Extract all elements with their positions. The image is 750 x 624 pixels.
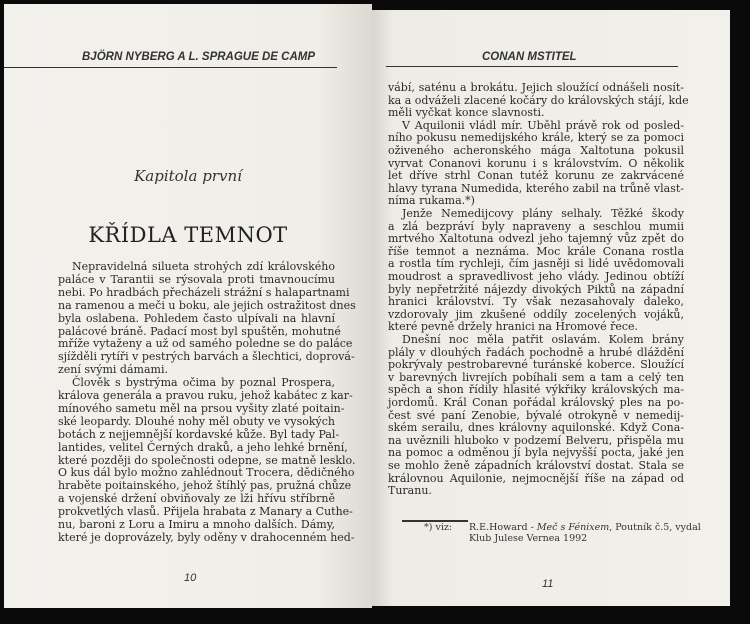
page-number: 10 (184, 572, 197, 584)
text-line: hraběte poitainského, jehož štíhlý pas, pružná chůze (58, 479, 352, 493)
left-page (4, 4, 372, 608)
text-line: Dnešní noc měla patřit oslavám. Kolem brány (402, 333, 684, 346)
text-line: mínového sametu měl na prsou vyšity zlaté poitain- (58, 401, 345, 415)
text-line: na uvěznili hluboko v podzemí Belveru, přispěla mu (388, 433, 684, 447)
text-line: jordomů. Král Conan pořádal královský ples na po- (388, 396, 684, 409)
text-line: které pevně držely hranici na Hromové řece. (388, 320, 639, 334)
footnote-author: R.E.Howard - (469, 522, 537, 533)
text-line: měli vyčkat konce slavnosti. (388, 106, 545, 120)
text-line: čest své paní Zenobie, bývalé otrokyně v nemedij- (388, 408, 684, 422)
text-line: nu, baroni z Loru a Imiru a mnoho dalších. Dámy, (58, 518, 335, 531)
text-line: prokvetlých vlasů. Přijela hrabata z Manary a Cuthe- (58, 505, 353, 519)
text-line: ské leopardy. Dlouhé nohy měl obuty ve vysokých (58, 414, 335, 428)
text-line: níma rukama.*) (388, 194, 475, 208)
text-line: které později do společnosti odepne, se matně lesklo. (58, 453, 356, 467)
text-line: a zlá bezpráví byly napraveny a seschlou mumii (388, 219, 684, 233)
text-line: Člověk s bystrýma očima by poznal Prospera, (72, 376, 335, 390)
text-line: ního pokusu nemedijského krále, který se za pomoci (388, 131, 684, 145)
text-line: které je doprovázely, byly oděny v drahocenném hed- (58, 530, 355, 544)
text-line: hranici království. Ty však nezasahovaly daleko, (388, 295, 684, 309)
chapter-label: Kapitola první (134, 167, 242, 185)
text-line: se mohlo ženě západních království dostat. Stala se (388, 459, 684, 472)
text-line: hlavy tyrana Numedida, kterého zabil na trůně vlast- (388, 181, 684, 195)
text-line: a rostla tím rychleji, čím jasněji si lidé uvědomovali (388, 257, 684, 271)
text-line: pokrývaly pestrobarevné turánské koberce. Sloužící (388, 358, 684, 372)
text-line: botách z nejjemnější kordavské kůže. Byl tady Pal- (58, 427, 340, 441)
text-line: v barevných livrejích pobíhali sem a tam a celý ten (388, 370, 684, 384)
footnote-publisher: , Poutník č.5, vydal (609, 522, 701, 533)
text-line: nebi. Po hradbách přecházeli strážní s halapartnami (58, 285, 350, 299)
text-line: králova generála a pravou ruku, jehož kabátec z kar- (58, 389, 353, 402)
text-line: mříže vytaženy a už od samého poledne se do paláce (58, 337, 353, 351)
text-line: V Aquilonii vládl mír. Uběhl právě rok od posled- (402, 118, 684, 132)
footnote-text (469, 522, 701, 544)
footnote-book-title: Meč s Fénixem (536, 522, 610, 533)
text-line: vzdorovaly jim zkušené oddíly zocelených vojáků, (388, 307, 684, 321)
text-line: oživeného acheronského mága Xaltotuna pokusil (388, 144, 684, 157)
text-line: sjížděli rytíři v pestrých barvách a šlechtici, doprová- (58, 350, 355, 364)
text-line: Nepravidelná silueta strohých zdí královského (72, 260, 335, 273)
header-rule (386, 66, 678, 67)
text-line: spěch a shon řídily hlasité výkřiky královských ma- (388, 383, 684, 397)
running-header: CONAN MSTITEL (482, 51, 577, 63)
text-line: na ramenou a meči u boku, ale jejich ostražitost dnes (58, 298, 356, 312)
text-line: Jenže Nemedijcovy plány selhaly. Těžké škody (402, 207, 684, 220)
text-line: a vojenské držení obviňovaly ze lži hřívu stříbrně (58, 492, 335, 506)
text-line: byla oslabena. Pohledem často ulpívali na hlavní (58, 311, 335, 325)
text-line: vyrvat Conanovi korunu i s královstvím. O několik (388, 156, 684, 170)
text-line: let dříve strhl Conan tutéž korunu ze zakrvácené (388, 169, 684, 183)
right-page (372, 10, 730, 606)
header-rule (4, 67, 337, 68)
page-number: 11 (542, 578, 554, 590)
text-line: byly nepřetržité nájezdy divokých Piktů na západní (388, 282, 684, 296)
chapter-title: KŘÍDLA TEMNOT (88, 223, 288, 247)
footnote-marker: *) viz: (424, 522, 453, 533)
text-line: palácové bráně. Padací most byl spuštěn, mohutné (58, 324, 341, 338)
text-line: královnou Aquilonie, nejmocnější říše na západ od (388, 471, 684, 485)
text-line: lantides, velitel Černých draků, a jeho lehké brnění, (58, 440, 348, 454)
text-line: O kus dál bylo možno zahlédnout Trocera, dědičného (58, 466, 355, 480)
text-line: moudrost a spravedlivost jeho vlády. Jedinou obtíží (388, 270, 684, 283)
footnote-publisher-line2: Klub Julese Vernea 1992 (469, 533, 588, 544)
text-line: mrtvého Xaltotuna odvezl jeho tajemný vůz zpět do (388, 232, 684, 246)
text-line: říše temnot a neznáma. Moc krále Conana rostla (388, 244, 684, 258)
text-line: zení svými dámami. (58, 363, 168, 377)
text-line: vábí, saténu a brokátu. Jejich sloužící odnášeli nosít- (388, 81, 684, 94)
text-line: na pomoc a odměnou jí byla nejvyšší pocta, jaké jen (388, 446, 684, 460)
text-line: paláce v Tarantii se rýsovala proti tmavnoucímu (58, 272, 335, 286)
text-line: ka a odváželi zlacené kočáry do královských stájí, kde (388, 93, 689, 107)
text-line: Turanu. (388, 484, 432, 498)
text-line: plály v dlouhých řadách pochodně a hrubé dláždění (388, 345, 684, 359)
running-header: BJÖRN NYBERG A L. SPRAGUE DE CAMP (82, 51, 316, 63)
text-line: ském serailu, dnes královny aquilonské. Když Cona- (388, 421, 684, 435)
